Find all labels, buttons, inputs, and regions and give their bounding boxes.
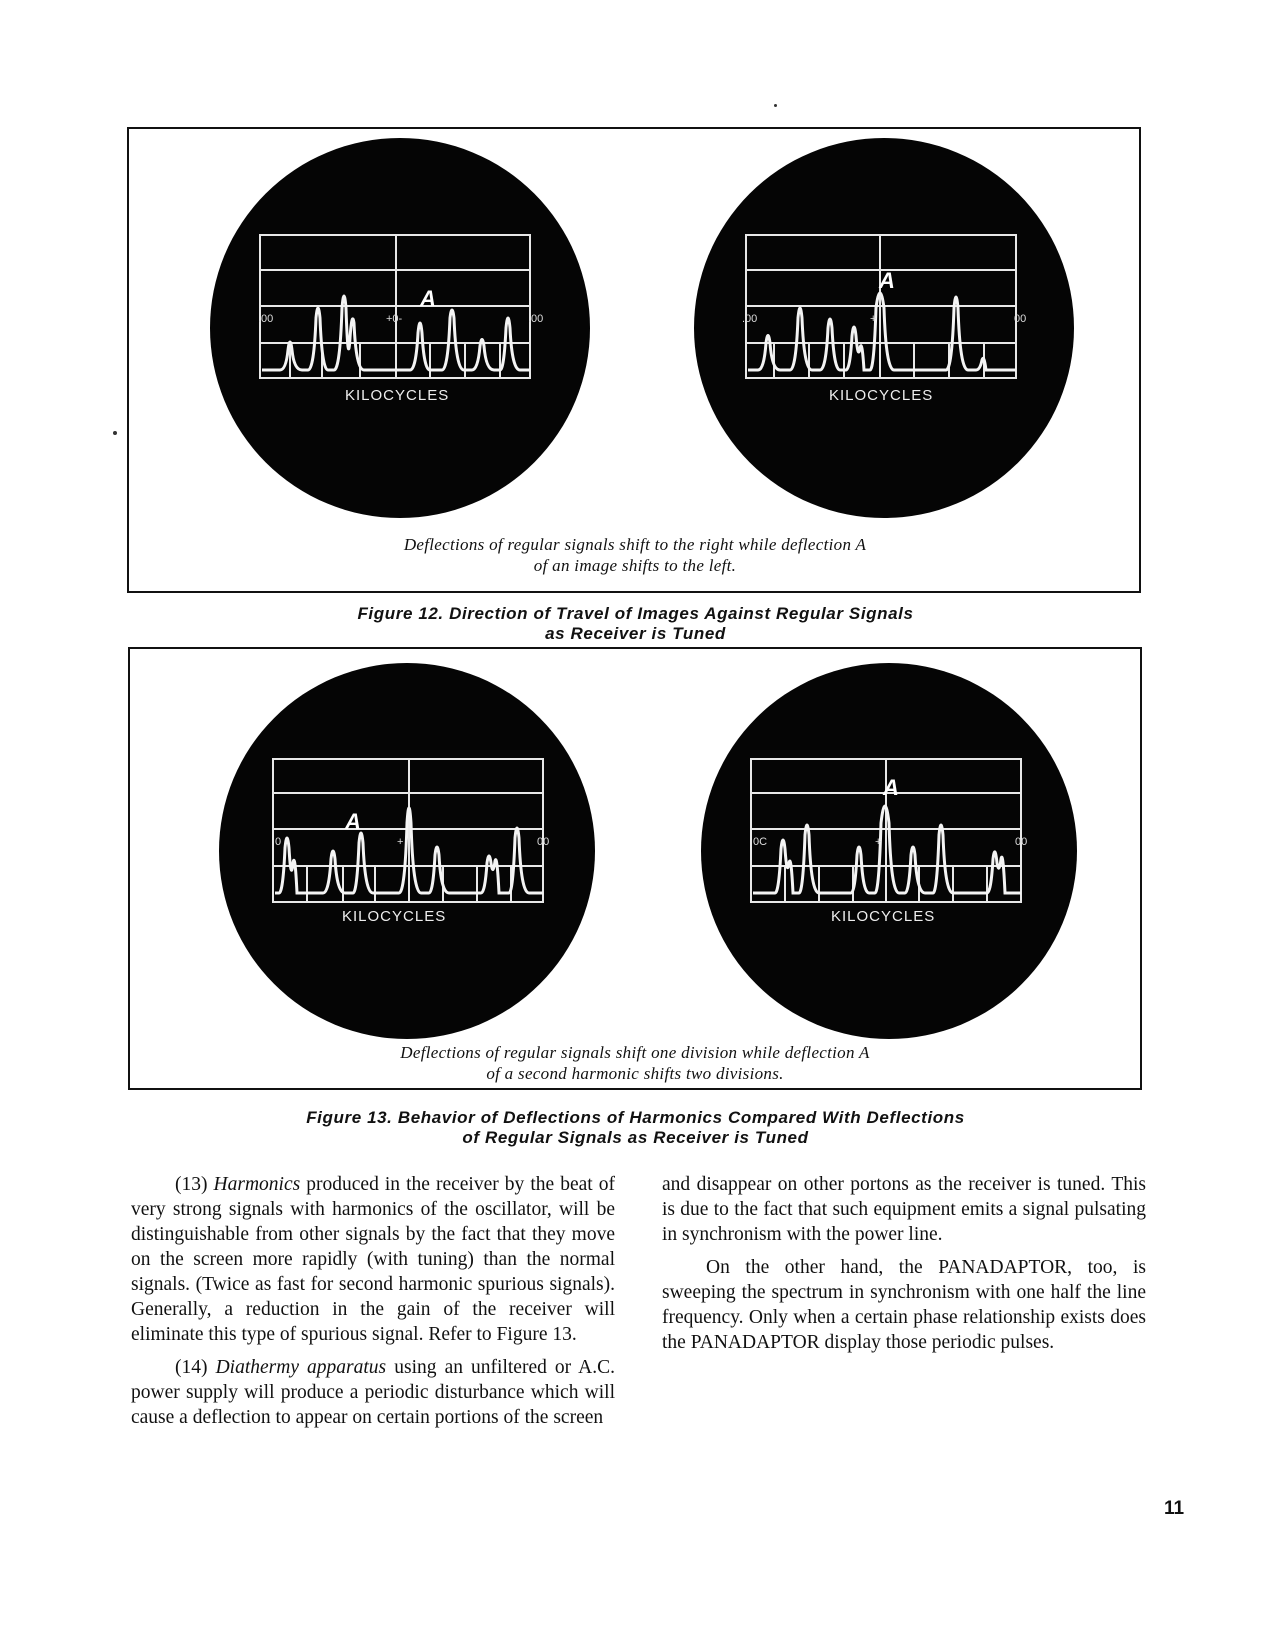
paragraph-14-term: Diathermy apparatus (215, 1357, 387, 1378)
paragraph-14-number: (14) (175, 1357, 216, 1378)
fig13-right-marker: A (883, 775, 899, 800)
fig13-right-scale-left: 0C (753, 836, 768, 848)
fig13-left-scale-right: 00 (537, 836, 550, 848)
fig13-left-kilocycles-label: KILOCYCLES (342, 908, 447, 925)
figure-13-title-line-2: of Regular Signals as Receiver is Tuned (462, 1128, 809, 1147)
fig13-right-scope (701, 663, 1077, 1039)
body-column-right (662, 1172, 1146, 1363)
fig12-right-kilocycles-label: KILOCYCLES (829, 387, 934, 404)
speck (774, 104, 777, 107)
fig12-right-scale-center: + (870, 313, 877, 325)
figure-12-title (0, 604, 1271, 644)
fig12-left-scale-center: +0- (386, 313, 403, 325)
fig12-left-marker: A (420, 286, 436, 311)
fig13-right-scale-center: + (875, 836, 882, 848)
fig12-right-scope (694, 138, 1074, 518)
fig12-right-scale-left: .00 (742, 313, 758, 325)
paragraph-15: On the other hand, the PANADAPTOR, too, is sweeping the spectrum in synchronism with one half the line frequency. Only when a certain phase relationship exists does the PANADAPTOR display those periodic pulses. (662, 1257, 1146, 1353)
figure-13-title (0, 1108, 1271, 1148)
paragraph-14 (131, 1355, 615, 1430)
figure-13-caption-line-2: of a second harmonic shifts two divisions. (486, 1064, 784, 1083)
fig12-left-scale-right: .00 (528, 313, 544, 325)
paragraph-13-number: (13) (175, 1174, 214, 1195)
fig12-right-scale-right: 00 (1014, 313, 1027, 325)
figure-12-title-line-1: Figure 12. Direction of Travel of Images Against Regular Signals (357, 604, 914, 623)
fig13-left-scope (219, 663, 595, 1039)
body-column-left (131, 1172, 615, 1438)
figure-13-caption-line-1: Deflections of regular signals shift one division while deflection A (400, 1043, 870, 1062)
figure-12-caption-line-2: of an image shifts to the left. (533, 556, 737, 575)
figure-12-caption (160, 534, 1110, 576)
fig13-left-marker: A (345, 809, 361, 834)
paragraph-13-text: produced in the receiver by the beat of very strong signals with harmonics of the oscillator, will be distinguishable from other signals by the fact that they move on the screen more rapidly (with tuning) than the normal signals. (Twice as fast for second harmonic spurious signals). Generally, a reduction in the gain of the receiver will eliminate this type of spurious signal. Refer to Figure 13. (131, 1174, 615, 1345)
paragraph-14-continuation: and disappear on other portons as the receiver is tuned. This is due to the fact that such equipment emits a signal pulsating in synchronism with the power line. (662, 1174, 1146, 1245)
paragraph-13 (131, 1172, 615, 1347)
fig12-left-kilocycles-label: KILOCYCLES (345, 387, 450, 404)
figure-12-caption-line-1: Deflections of regular signals shift to the right while deflection A (403, 535, 867, 554)
page-number: 11 (1164, 1498, 1185, 1519)
fig13-right-kilocycles-label: KILOCYCLES (831, 908, 936, 925)
fig12-left-scale-left: .00 (258, 313, 274, 325)
speck (113, 431, 117, 435)
paragraph-13-term: Harmonics (213, 1174, 301, 1195)
fig12-left-scope (210, 138, 590, 518)
paragraph-14-text: using an unfiltered or A.C. power supply will produce a periodic disturbance which will cause a deflection to appear on certain portions of the screen (131, 1357, 616, 1428)
figure-12-title-line-2: as Receiver is Tuned (545, 624, 726, 643)
fig13-left-scale-left: 0 (275, 836, 282, 848)
fig12-right-marker: A (879, 268, 895, 293)
figure-13-title-line-1: Figure 13. Behavior of Deflections of Harmonics Compared With Deflections (306, 1108, 965, 1127)
figure-13-caption (160, 1042, 1110, 1084)
fig13-right-scale-right: 00 (1015, 836, 1028, 848)
fig13-left-scale-center: + (397, 836, 404, 848)
